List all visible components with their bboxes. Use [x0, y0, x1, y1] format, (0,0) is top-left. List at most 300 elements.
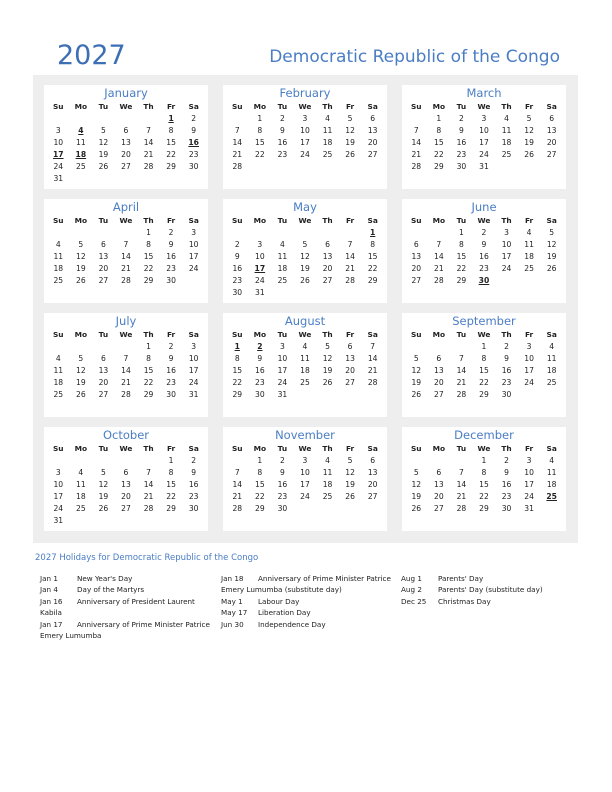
day: 22 [456, 264, 467, 273]
day: 27 [434, 504, 444, 513]
day: 28 [143, 162, 154, 171]
day: 24 [300, 150, 310, 159]
day: 23 [501, 492, 512, 501]
day: 11 [76, 480, 86, 489]
day: 30 [166, 276, 176, 285]
day: 6 [347, 342, 353, 351]
day: 30 [501, 390, 512, 399]
day: 13 [546, 126, 557, 135]
day: 8 [146, 240, 151, 249]
day: 22 [434, 150, 444, 159]
holiday-entry [401, 596, 543, 607]
holiday-date: Aug 1 [401, 574, 422, 583]
day: 8 [257, 126, 263, 135]
day: 8 [168, 468, 174, 477]
day: 17 [501, 252, 512, 261]
day: 20 [434, 378, 444, 387]
weekday-header: We [119, 216, 133, 225]
weekday-header: Sa [188, 102, 199, 111]
weekday-header: Th [322, 330, 333, 339]
day: 16 [232, 264, 243, 273]
empty-day [428, 227, 451, 239]
year-title: 2027 [57, 40, 126, 71]
empty-day [70, 113, 93, 125]
day: 17 [188, 252, 199, 261]
weekday-header: We [298, 330, 312, 339]
day: 15 [456, 252, 467, 261]
empty-day [70, 455, 93, 467]
weekday-header: Tu [277, 330, 288, 339]
day: 8 [481, 354, 487, 363]
month-days-table [47, 101, 205, 185]
day: 16 [479, 252, 489, 261]
day: 22 [367, 264, 378, 273]
day: 25 [76, 162, 86, 171]
day: 29 [479, 390, 489, 399]
weekday-header: Tu [456, 216, 467, 225]
day: 27 [411, 276, 422, 285]
empty-day [495, 161, 518, 173]
day: 8 [257, 468, 263, 477]
weekday-header: Th [322, 216, 333, 225]
day: 3 [55, 126, 61, 135]
weekday-header: Mo [253, 330, 267, 339]
day: 9 [504, 354, 509, 363]
weekday-header: Tu [98, 102, 109, 111]
day: 11 [501, 126, 512, 135]
day: 19 [98, 150, 109, 159]
day: 2 [234, 240, 240, 249]
day: 2 [504, 456, 509, 465]
holiday-column [40, 573, 210, 641]
day: 5 [347, 456, 353, 465]
weekday-header: Sa [546, 444, 557, 453]
day: 7 [123, 240, 129, 249]
empty-day [115, 113, 138, 125]
holiday-date: Dec 25 [401, 596, 427, 606]
day: 19 [546, 252, 557, 261]
day: 11 [53, 252, 64, 261]
month-title: May [293, 200, 317, 214]
day: 24 [255, 276, 265, 285]
day: 4 [55, 240, 61, 249]
day: 9 [458, 126, 464, 135]
holiday-date: Jan 17 [40, 619, 63, 629]
day: 24 [501, 264, 512, 273]
day: 7 [123, 354, 129, 363]
day: 11 [300, 354, 310, 363]
day: 15 [143, 252, 154, 261]
day: 27 [121, 162, 131, 171]
day: 14 [121, 252, 131, 261]
weekday-header: Mo [74, 444, 88, 453]
day: 21 [232, 150, 243, 159]
day: 9 [168, 354, 174, 363]
day: 25 [322, 492, 333, 501]
holiday-date: Jan 4 [40, 585, 58, 595]
day: 20 [121, 492, 131, 501]
holiday-entry [401, 584, 543, 595]
day: 23 [479, 264, 489, 273]
empty-day [70, 173, 93, 185]
day: 8 [168, 126, 174, 135]
empty-day [47, 227, 70, 239]
day: 26 [546, 264, 557, 273]
day: 5 [347, 114, 353, 123]
weekday-header: Tu [277, 216, 288, 225]
day: 20 [98, 264, 109, 273]
day: 27 [434, 390, 444, 399]
day: 3 [302, 114, 308, 123]
weekday-header: Su [52, 102, 64, 111]
day: 31 [277, 390, 288, 399]
day: 30 [277, 504, 288, 513]
day: 24 [479, 150, 489, 159]
day: 31 [524, 504, 534, 513]
month-december [402, 427, 566, 531]
day: 5 [78, 240, 84, 249]
month-november [223, 427, 387, 531]
day: 27 [345, 378, 355, 387]
day: 12 [322, 354, 333, 363]
day: 3 [257, 240, 263, 249]
empty-day [160, 515, 183, 527]
month-title: September [452, 314, 516, 328]
day: 5 [100, 126, 106, 135]
holiday-date: Jan 18 [221, 574, 244, 583]
day: 12 [411, 366, 422, 375]
day: 16 [166, 366, 176, 375]
weekday-header: Fr [345, 102, 355, 111]
day: 14 [232, 480, 243, 489]
day: 24 [277, 378, 288, 387]
weekday-header: Su [410, 102, 422, 111]
day: 13 [434, 366, 444, 375]
month-january [44, 85, 208, 189]
day: 7 [436, 240, 442, 249]
day: 9 [168, 240, 174, 249]
empty-day [294, 227, 317, 239]
month-april [44, 199, 208, 303]
month-title: July [115, 314, 137, 328]
day: 26 [76, 276, 86, 285]
day: 27 [322, 276, 333, 285]
month-title: January [104, 86, 148, 100]
day: 25 [524, 264, 534, 273]
day: 20 [546, 138, 557, 147]
day: 16 [277, 480, 288, 489]
day: 4 [325, 456, 330, 465]
holiday-name: New Year's Day [77, 574, 133, 583]
empty-day [47, 341, 70, 353]
day: 30 [188, 162, 199, 171]
day: 12 [345, 468, 355, 477]
weekday-header: Th [143, 444, 154, 453]
day: 22 [166, 492, 176, 501]
holiday-day: 4 [78, 126, 84, 135]
empty-day [361, 389, 384, 401]
empty-day [361, 161, 384, 173]
day: 20 [98, 378, 109, 387]
month-days-table [405, 443, 563, 515]
day: 13 [345, 354, 355, 363]
day: 10 [501, 240, 512, 249]
day: 31 [255, 288, 265, 297]
day: 29 [255, 504, 265, 513]
empty-day [518, 161, 541, 173]
day: 28 [345, 276, 355, 285]
day: 26 [76, 390, 86, 399]
empty-day [115, 341, 138, 353]
day: 25 [546, 378, 557, 387]
day: 3 [55, 468, 61, 477]
holiday-name: Anniversary of President Laurent [77, 596, 195, 606]
day: 12 [345, 126, 355, 135]
day: 31 [53, 516, 64, 525]
holiday-name: Parents' Day [438, 574, 484, 583]
weekday-header: Th [501, 444, 512, 453]
empty-day [271, 287, 294, 299]
day: 19 [411, 492, 422, 501]
day: 21 [121, 378, 131, 387]
day: 10 [300, 468, 310, 477]
day: 22 [166, 150, 176, 159]
weekday-header: Th [501, 102, 512, 111]
empty-day [316, 503, 339, 515]
empty-day [294, 287, 317, 299]
day: 10 [188, 354, 199, 363]
day: 15 [232, 366, 243, 375]
empty-day [115, 227, 138, 239]
day: 1 [257, 456, 263, 465]
weekday-header: Tu [98, 216, 109, 225]
holiday-name-continued: Emery Lumumba [40, 631, 102, 641]
empty-day [47, 113, 70, 125]
holiday-entry [40, 596, 210, 607]
day: 2 [279, 114, 285, 123]
day: 13 [98, 252, 109, 261]
day: 20 [367, 138, 378, 147]
holiday-day: 30 [478, 276, 490, 285]
empty-day [361, 287, 384, 299]
holiday-entry [40, 619, 210, 630]
day: 28 [143, 504, 154, 513]
holiday-day: 18 [75, 150, 87, 159]
holiday-day: 16 [188, 138, 199, 147]
weekday-header: We [119, 102, 133, 111]
day: 10 [524, 354, 534, 363]
empty-day [316, 161, 339, 173]
day: 29 [143, 276, 154, 285]
empty-day [137, 173, 160, 185]
day: 28 [456, 504, 467, 513]
holiday-day: 17 [52, 150, 64, 159]
day: 20 [411, 264, 422, 273]
day: 26 [411, 504, 422, 513]
day: 8 [234, 354, 240, 363]
day: 20 [322, 264, 333, 273]
day: 16 [188, 480, 199, 489]
day: 15 [434, 138, 444, 147]
weekday-header: Fr [524, 216, 534, 225]
day: 4 [549, 342, 555, 351]
empty-day [226, 455, 249, 467]
month-title: February [279, 86, 331, 100]
weekday-header: Mo [432, 216, 446, 225]
day: 9 [191, 468, 197, 477]
day: 25 [76, 504, 86, 513]
empty-day [137, 113, 160, 125]
day: 24 [524, 492, 534, 501]
day: 19 [322, 366, 333, 375]
day: 5 [302, 240, 308, 249]
day: 23 [277, 492, 288, 501]
day: 15 [166, 480, 176, 489]
day: 9 [279, 468, 285, 477]
day: 17 [479, 138, 489, 147]
day: 16 [255, 366, 265, 375]
day: 11 [546, 354, 557, 363]
holiday-day: 1 [234, 342, 240, 351]
day: 24 [524, 378, 534, 387]
day: 11 [76, 138, 86, 147]
weekday-header: Sa [546, 216, 557, 225]
day: 18 [53, 378, 64, 387]
day: 14 [434, 252, 444, 261]
holidays-title: 2027 Holidays for Democratic Republic of the Congo [35, 553, 259, 563]
day: 7 [347, 240, 353, 249]
empty-day [518, 275, 541, 287]
weekday-header: We [298, 216, 312, 225]
empty-day [405, 455, 428, 467]
empty-day [339, 503, 362, 515]
day: 10 [53, 480, 64, 489]
day: 18 [501, 138, 512, 147]
weekday-header: Mo [432, 444, 446, 453]
empty-day [495, 275, 518, 287]
day: 26 [98, 162, 109, 171]
day: 2 [279, 456, 285, 465]
day: 28 [121, 390, 131, 399]
empty-day [92, 227, 115, 239]
month-days-table [47, 215, 205, 287]
month-august [223, 313, 387, 417]
day: 2 [191, 114, 197, 123]
day: 29 [434, 162, 444, 171]
day: 12 [411, 480, 422, 489]
weekday-header: Sa [367, 216, 378, 225]
day: 3 [302, 456, 308, 465]
day: 25 [277, 276, 288, 285]
day: 11 [322, 126, 333, 135]
day: 24 [300, 492, 310, 501]
day: 9 [257, 354, 263, 363]
day: 15 [367, 252, 378, 261]
holiday-column [221, 573, 391, 630]
day: 15 [255, 480, 265, 489]
holiday-date: Jun 30 [221, 619, 244, 629]
day: 10 [479, 126, 489, 135]
day: 12 [546, 240, 557, 249]
weekday-header: Mo [253, 102, 267, 111]
day: 8 [436, 126, 442, 135]
empty-day [70, 227, 93, 239]
day: 7 [413, 126, 419, 135]
holiday-entry [401, 573, 543, 584]
empty-day [160, 173, 183, 185]
weekday-header: Fr [345, 216, 355, 225]
weekday-header: Fr [524, 444, 534, 453]
day: 4 [325, 114, 330, 123]
day: 12 [76, 252, 86, 261]
day: 26 [411, 390, 422, 399]
empty-day [249, 161, 272, 173]
holiday-date: May 17 [221, 608, 248, 618]
holiday-name: Labour Day [258, 596, 300, 606]
day: 4 [549, 456, 555, 465]
empty-day [339, 389, 362, 401]
day: 14 [143, 480, 154, 489]
day: 25 [501, 150, 512, 159]
empty-day [115, 455, 138, 467]
day: 1 [146, 342, 151, 351]
day: 3 [191, 228, 197, 237]
empty-day [92, 341, 115, 353]
day: 5 [78, 354, 84, 363]
weekday-header: Fr [524, 102, 534, 111]
day: 24 [188, 378, 199, 387]
day: 25 [53, 390, 64, 399]
day: 9 [504, 468, 509, 477]
day: 31 [479, 162, 489, 171]
month-title: August [284, 314, 326, 328]
day: 21 [434, 264, 444, 273]
weekday-header: Th [143, 216, 154, 225]
weekday-header: Mo [74, 330, 88, 339]
empty-day [92, 173, 115, 185]
weekday-header: Tu [456, 330, 467, 339]
weekday-header: We [477, 216, 491, 225]
day: 23 [277, 150, 288, 159]
empty-day [405, 113, 428, 125]
empty-day [405, 341, 428, 353]
empty-day [92, 455, 115, 467]
holiday-name: Liberation Day [258, 608, 311, 618]
weekday-header: We [298, 444, 312, 453]
day: 18 [524, 252, 534, 261]
day: 25 [300, 378, 310, 387]
empty-day [339, 287, 362, 299]
day: 23 [188, 150, 199, 159]
empty-day [115, 173, 138, 185]
empty-day [339, 227, 362, 239]
day: 1 [481, 342, 487, 351]
holiday-day: 1 [370, 228, 376, 237]
empty-day [92, 515, 115, 527]
day: 3 [279, 342, 285, 351]
empty-day [428, 341, 451, 353]
day: 18 [322, 138, 333, 147]
day: 12 [300, 252, 310, 261]
day: 1 [458, 228, 464, 237]
empty-day [271, 227, 294, 239]
day: 8 [146, 354, 151, 363]
weekday-header: Sa [367, 102, 378, 111]
day: 3 [526, 456, 532, 465]
empty-day [271, 161, 294, 173]
day: 14 [456, 480, 467, 489]
weekday-header: Fr [524, 330, 534, 339]
